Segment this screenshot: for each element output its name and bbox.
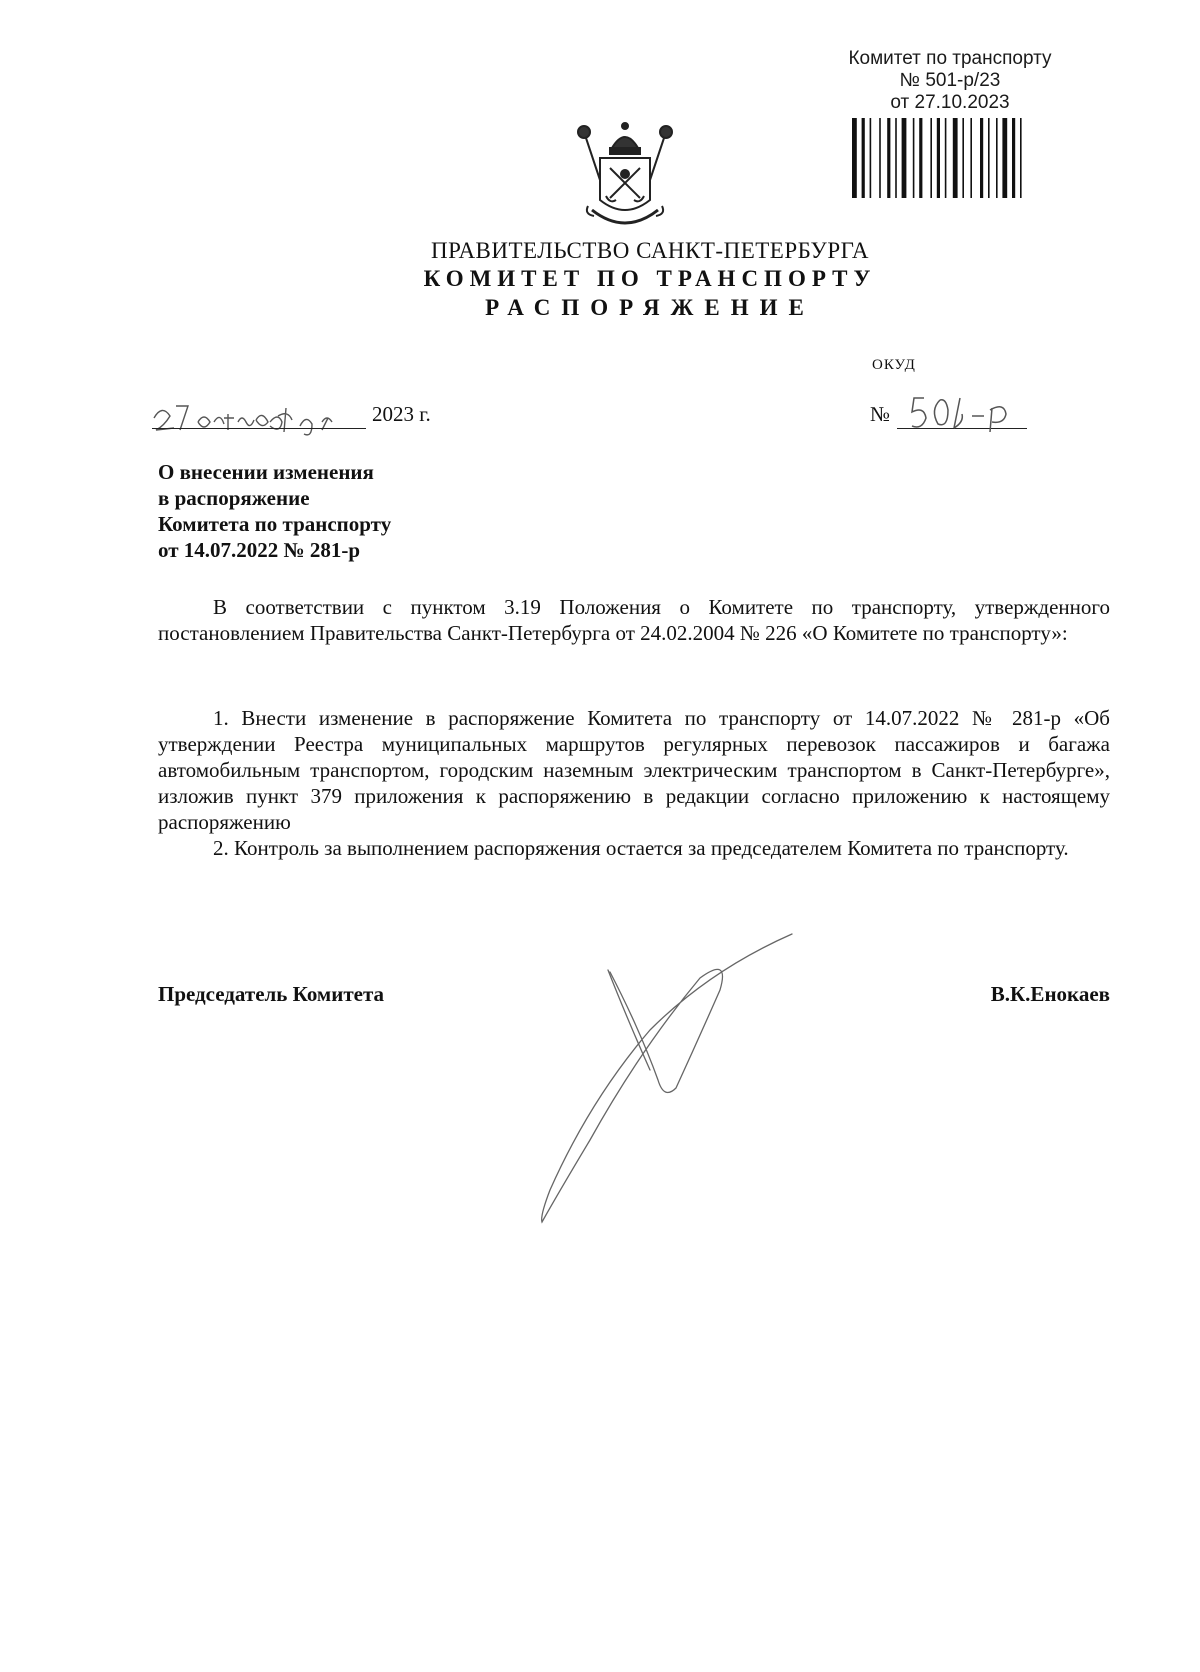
barcode-bar bbox=[996, 118, 998, 198]
barcode-bar bbox=[913, 118, 915, 198]
okud-label: ОКУД bbox=[872, 357, 916, 373]
document-type-heading: РАСПОРЯЖЕНИЕ bbox=[485, 295, 815, 320]
stamp-line-date: от 27.10.2023 bbox=[890, 92, 1010, 113]
barcode-bar bbox=[945, 118, 947, 198]
barcode-bar bbox=[1020, 118, 1022, 198]
barcode-bar bbox=[937, 118, 940, 198]
item-1-text: 1. Внести изменение в распоряжение Комитета по транспорту от 14.07.2022 № 281-р «Об утверждении Реестра муниципальных маршрутов регулярных перевозок пассажиров и багажа автомобильным транспортом, городским наземным электрическим транспортом в Санкт-Петербурге», изложив пункт 379 приложения к распоряжению в редакции согласно приложению к настоящему распоряжению bbox=[158, 706, 1110, 834]
subject-line-3: Комитета по транспорту bbox=[158, 512, 392, 536]
subject-line-4: от 14.07.2022 № 281-р bbox=[158, 538, 361, 562]
number-sign: № bbox=[870, 402, 891, 426]
barcode-bar bbox=[862, 118, 865, 198]
barcode-bar bbox=[970, 118, 972, 198]
stamp-line-committee: Комитет по транспорту bbox=[848, 48, 1052, 69]
barcode-bar bbox=[1002, 118, 1007, 198]
handwritten-number bbox=[910, 388, 1030, 438]
barcode-bar bbox=[980, 118, 983, 198]
date-underline bbox=[152, 428, 366, 429]
government-heading: ПРАВИТЕЛЬСТВО САНКТ-ПЕТЕРБУРГА bbox=[430, 238, 870, 263]
barcode-bar bbox=[988, 118, 990, 198]
barcode-bar bbox=[1012, 118, 1015, 198]
handwritten-signature bbox=[530, 920, 850, 1230]
barcode-bar bbox=[962, 118, 964, 198]
signatory-name: В.К.Енокаев bbox=[990, 982, 1110, 1006]
barcode-bar bbox=[919, 118, 922, 198]
barcode-bar bbox=[879, 118, 881, 198]
barcode-bar bbox=[902, 118, 907, 198]
subject-line-1: О внесении изменения bbox=[158, 460, 374, 484]
barcode-bar bbox=[887, 118, 890, 198]
item-1-paragraph bbox=[158, 705, 1110, 861]
signatory-title: Председатель Комитета bbox=[158, 982, 385, 1006]
barcode-bar bbox=[870, 118, 872, 198]
committee-heading: КОМИТЕТ ПО ТРАНСПОРТУ bbox=[423, 266, 877, 291]
preamble-text: В соответствии с пунктом 3.19 Положения о Комитете по транспорту, утвержденного постановлением Правительства Санкт-Петербурга от 24.02.2004 № 226 «О Комитете по транспорту»: bbox=[158, 595, 1110, 645]
barcode-bar bbox=[930, 118, 932, 198]
handwritten-date bbox=[152, 392, 372, 442]
barcode bbox=[852, 118, 1040, 198]
barcode-bar bbox=[852, 118, 857, 198]
preamble-paragraph bbox=[158, 594, 1110, 646]
barcode-bar bbox=[895, 118, 897, 198]
coat-of-arms-icon bbox=[570, 118, 680, 238]
item-2-text: 2. Контроль за выполнением распоряжения остается за председателем Комитета по транспорту. bbox=[213, 836, 1069, 860]
stamp-line-number: № 501-р/23 bbox=[899, 70, 1001, 91]
barcode-bar bbox=[953, 118, 958, 198]
document-subject bbox=[158, 459, 478, 563]
subject-line-2: в распоряжение bbox=[158, 486, 310, 510]
date-year: 2023 г. bbox=[372, 402, 431, 426]
registration-stamp bbox=[800, 48, 1100, 114]
